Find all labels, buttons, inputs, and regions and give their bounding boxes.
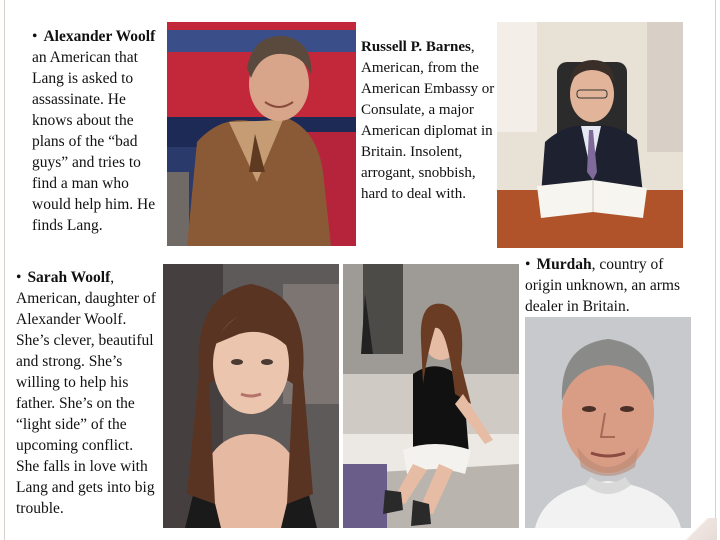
alexander-woolf-text bbox=[32, 26, 164, 236]
alexander-woolf-description: an American that Lang is asked to assassinate. He knows about the plans of the “bad guys” and tries to find a man who would help him. He finds Lang. bbox=[32, 49, 156, 234]
alexander-woolf-name: Alexander Woolf bbox=[43, 28, 156, 45]
russell-barnes-photo bbox=[497, 22, 683, 248]
sarah-woolf-portrait-photo bbox=[163, 264, 339, 528]
russell-barnes-description: , American, from the American Embassy or Consulate, a major American diplomat in Britain. Insolent, arrogant, snobbish, hard to deal with. bbox=[361, 39, 495, 202]
alexander-woolf-photo bbox=[167, 22, 356, 246]
sarah-woolf-name: Sarah Woolf bbox=[27, 269, 111, 286]
russell-barnes-text bbox=[361, 37, 497, 205]
murdah-name: Murdah bbox=[536, 256, 592, 273]
russell-barnes-name: Russell P. Barnes bbox=[361, 39, 471, 55]
murdah-mugshot-photo bbox=[525, 317, 691, 528]
sarah-woolf-sitting-photo bbox=[343, 264, 519, 528]
sarah-woolf-description: , American, daughter of Alexander Woolf. She’s clever, beautiful and strong. She’s willing to help his father. She’s on the “light side” of the upcoming conflict. She falls in love with Lang and gets into big trouble. bbox=[16, 269, 156, 517]
bullet-icon: • bbox=[525, 256, 531, 273]
bullet-icon: • bbox=[16, 269, 22, 286]
bullet-icon: • bbox=[32, 28, 38, 45]
sarah-woolf-text bbox=[16, 267, 158, 519]
murdah-text bbox=[525, 254, 703, 317]
murdah-description: , country of origin unknown, an arms dealer in Britain. bbox=[525, 256, 680, 315]
